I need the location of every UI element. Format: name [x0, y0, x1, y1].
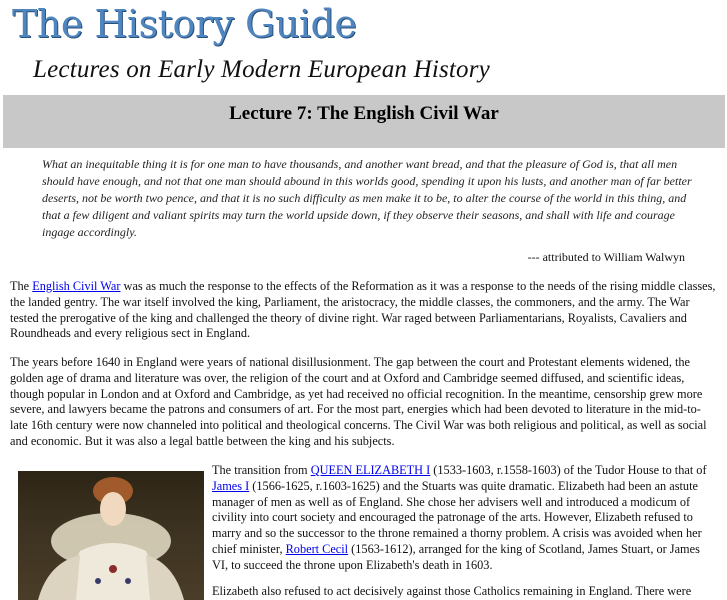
portrait-jewel: [109, 565, 117, 573]
english-civil-war-link[interactable]: English Civil War: [32, 279, 121, 293]
lecture-title: Lecture 7: The English Civil War: [229, 103, 499, 124]
paragraph-2: The years before 1640 in England were years of national disillusionment. The gap between the court and Protestant elements widened, the golden age of drama and literature was over, the religion of the court and at Oxford and Cambridge seemed diffused, and scientific ideas, though popular in London and at Oxford and Cambridge, as yet had received no official recognition. In the meantime, censorship grew more severe, and lawyers became the patrons and consumers of art. For the most part, energies which had been devoted to literature in the mid-to-late 16th century were now channeled into political and theological concerns. The Civil War was both religious and political, as well as social and economic. But it was also a legal battle between the king and his subjects.: [10, 355, 707, 448]
logo-subtitle: Lectures on Early Modern European History: [33, 56, 490, 83]
paragraph-4: Elizabeth also refused to act decisively against those Catholics remaining in England. There were: [212, 584, 692, 598]
paragraph-3: [212, 463, 716, 574]
p3-text-4: (1563-1612), arranged for the king of Scotland, James Stuart, or James VI, to succeed the throne upon Elizabeth's death in 1603.: [212, 541, 700, 572]
portrait-sleeve-left: [38, 555, 80, 600]
portrait-face: [100, 492, 126, 526]
p3-text-2: (1533-1603, r.1558-1603) of the Tudor House to that of: [430, 463, 707, 477]
elizabeth-portrait-image: [18, 471, 204, 600]
p3-text-1: The transition from: [212, 463, 311, 477]
elizabeth-portrait: [18, 471, 204, 600]
robert-cecil-link[interactable]: Robert Cecil: [285, 541, 349, 556]
quote-attribution: --- attributed to William Walwyn: [527, 250, 685, 264]
logo-title[interactable]: The History Guide: [12, 2, 357, 46]
p1-text-pre: The: [10, 279, 33, 293]
p3-text-3: (1566-1625, r.1603-1625) and the Stuarts was quite dramatic. Elizabeth had been an astute manager of men as well as of England. She chose her advisers well and introduced a modicum of civility into court society and encouraged the patronage of the arts. However, Elizabeth refused to marry and so the successor to the throne remained a thorny problem. A crisis was avoided when her chief minister,: [212, 478, 702, 556]
portrait-sleeve-right: [146, 555, 184, 600]
title-banner: [3, 95, 725, 148]
paragraph-1: [10, 279, 716, 342]
epigraph-quote: What an inequitable thing it is for one man to have thousands, and another want bread, and that the pleasure of God is, that all men should have enough, and not that one man should abound in this worlds good, spending it upon his lusts, and another man of far better deserts, not be worth two pence, and that it is no such difficulty as men make it to be, to alter the course of the world in this thing, and that a few diligent and valiant spirits may turn the world upside down, if they observe their seasons, and shall with life and courage ingage accordingly.: [42, 157, 692, 239]
james-i-link[interactable]: James I: [212, 478, 250, 493]
portrait-jewel: [125, 578, 131, 584]
p1-text-post: was as much the response to the effects of the Reformation as it was a response to the needs of the rising middle classes, the landed gentry. The war itself involved the king, Parliament, the aristocracy, the middle classes, the commoners, and the army. The War tested the prerogative of the king and challenged the theory of divine right. War raged between Parliamentarians, Royalists, Cavaliers and Roundheads and every religious sect in England.: [10, 279, 716, 341]
portrait-jewel: [95, 578, 101, 584]
queen-elizabeth-link[interactable]: QUEEN ELIZABETH I: [310, 463, 431, 477]
